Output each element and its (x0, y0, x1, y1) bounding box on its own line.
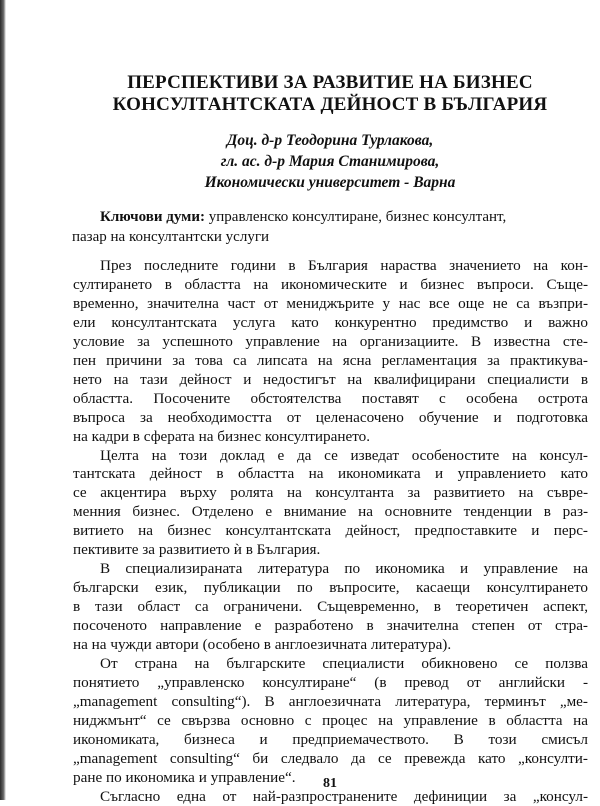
keywords-text-1: управленско консултиране, бизнес консултант, (208, 209, 507, 225)
body-text-line: менния бизнес. Отделено е внимание на основните тенденции в раз- (73, 503, 588, 521)
page-number: 81 (323, 776, 337, 791)
body-text-line: ране по икономика и управление“. (73, 768, 296, 786)
body-text-line: нето на тази дейност и недостигът на квалифицирани специалисти в (73, 370, 588, 388)
body-text-line: В специализираната литература по икономика и управление на (100, 560, 588, 578)
body-text-line: областта. Посочените обстоятелства поставят с особена острота (73, 389, 588, 407)
body-text-line: тантската дейност в областта на икономиката и управлението като (73, 465, 588, 483)
body-text-line: През последните години в България нараства значението на кон- (100, 257, 588, 274)
body-text-line: условие за успешното управление на организациите. В известна сте- (73, 332, 588, 350)
keywords-line-1 (100, 207, 506, 227)
body-text-line: посоченото направление е разработено в значителна степен от стра- (73, 617, 588, 635)
article-title-line-1: ПЕРСПЕКТИВИ ЗА РАЗВИТИЕ НА БИЗНЕС (127, 72, 533, 93)
keywords-line-2: пазар на консултантски услуги (72, 229, 269, 245)
body-text-line: понятието „управленско консултиране“ (в превод от английски - (73, 673, 588, 691)
author-2: гл. ас. д-р Мария Станимирова, (220, 153, 440, 170)
body-text-line: български език, публикации по въпросите, касаещи консултирането (73, 579, 588, 597)
body-text-line: ниджмънт“ се свързва основно с процес на управление в областта на (73, 711, 588, 729)
body-text-line: витието на бизнес консултантската дейност, предпоставките и перс- (73, 522, 588, 540)
body-text-line: въпроса за необходимостта от целенасочено обучение и подготовка (73, 408, 588, 426)
body-text-line: ели консултантската услуга като конкурентно предимство и важно (73, 313, 588, 331)
body-text-line: се акцентира върху ролята на консултанта за развитието на съвре- (73, 484, 588, 502)
body-text-line: на на чужди автори (особено в англоезичната литература). (73, 636, 452, 653)
body-text-line: От страна на българските специалисти обикновено се ползва (100, 654, 588, 672)
body-text-line: „management consulting“). В англоезичната литература, терминът „ме- (73, 692, 588, 710)
body-text-line: „management consulting“ би следвало да се превежда като „консулти- (73, 749, 588, 767)
body-text-line: пективите за развитието ѝ в България. (73, 541, 321, 559)
author-1: Доц. д-р Теодорина Турлакова, (226, 132, 434, 149)
body-text-line: икономиката, бизнеса и предприемачеството. В този смисъл (73, 730, 588, 748)
author-affiliation: Икономически университет - Варна (204, 174, 456, 191)
body-text-line: временно, значителна част от мениджърите у нас все още не са възпри- (73, 294, 588, 312)
article-title-line-2: КОНСУЛТАНТСКАТА ДЕЙНОСТ В БЪЛГАРИЯ (112, 94, 548, 115)
body-text-line: на кадри в сферата на бизнес консултирането. (73, 427, 371, 445)
body-text-line: Целта на този доклад е да се изведат особеностите на консул- (100, 446, 588, 464)
body-text-line: в тази област са ограничени. Същевременно, в теоретичен аспект, (73, 598, 588, 616)
body-text-line: султирането в областта на икономическите и бизнес въпроси. Съще- (73, 275, 588, 293)
keywords-label: Ключови думи: (100, 209, 206, 225)
body-text-line: пен причини за това са липсата на ясна регламентация за практикува- (73, 351, 588, 369)
body-text-line: Съгласно една от най-разпространените дефиниции за „консул- (100, 787, 588, 805)
